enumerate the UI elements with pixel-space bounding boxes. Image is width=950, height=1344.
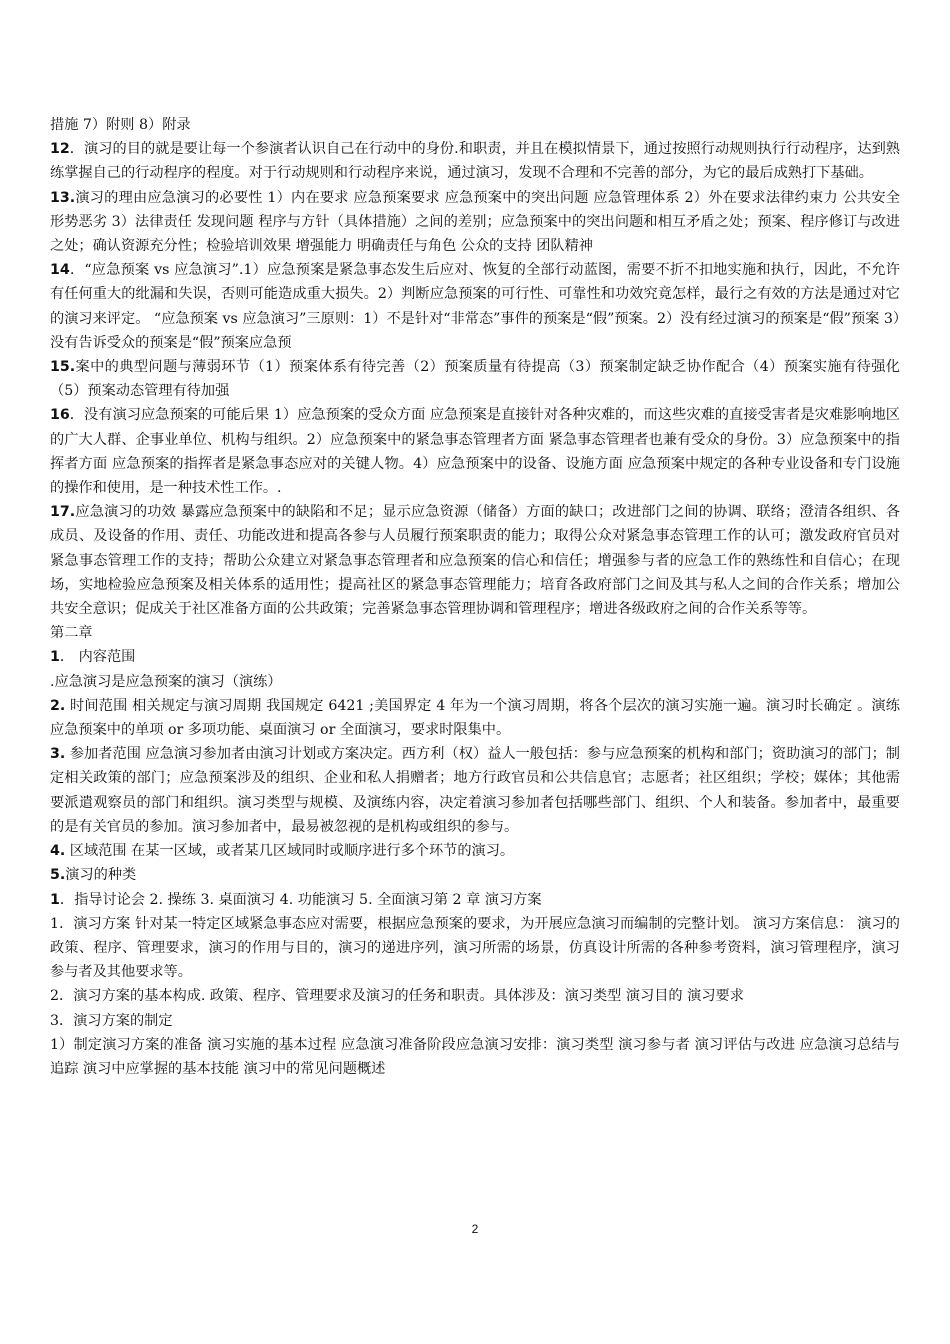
paragraph-plan-structure: 2．演习方案的基本构成. 政策、程序、管理要求及演习的任务和职责。具体涉及：演习类型 演习目的 演习要求 [50,988,744,1005]
paragraph-drill-definition: .应急演习是应急预案的演习（演练） [50,673,282,690]
drill-types-list: 1．指导讨论会 2. 操练 3. 桌面演习 4. 功能演习 5. 全面演习第 2 章 演习方案 [50,891,542,908]
paragraph-0: 措施 7）附则 8）附录 [50,117,191,133]
paragraph-16: 16．没有演习应急预案的可能后果 1）应急预案的受众方面 应急预案是直接针对各种灾难的，而这些灾难的直接受害者是灾难影响地区的广大人群、企事业单位、机构与组织。2）应急预案中的紧急事态管理者方面 紧急事态管理者也兼有受众的身份。3）应急预案中的指挥者方面 应急预案的指挥者是紧急事态应对的关键人物。4）应急预案中的设备、设施方面 应急预案中规定的各种专业设备和专门设施的操作和使用，是一种技术性工作。. [50,407,900,497]
section-content-scope: 1． 内容范围 [50,649,136,666]
section-time-scope: 2. 时间范围 相关规定与演习周期 我国规定 6421 ;美国界定 4 年为一个演习周期，将各个层次的演习实施一遍。演习时长确定 。演练应急预案中的单项 or 多项功能、桌面演习 or 全面演习，要求时限集中。 [50,697,900,739]
paragraph-12: 12．演习的目的就是要让每一个参演者认识自己在行动中的身份.和职责，并且在模拟情景下，通过按照行动规则执行行动程序，达到熟练掌握自己的行动程序的程度。对于行动规则和行动程序来说，通过演习，发现不合理和不完善的部分，为它的最后成熟打下基础。 [50,141,900,182]
page-number: 2 [471,1222,479,1236]
paragraph-plan-preparation: 1）制定演习方案的准备 演习实施的基本过程 应急演习准备阶段应急演习安排：演习类型 演习参与者 演习评估与改进 应急演习总结与追踪 演习中应掌握的基本技能 演习中的常见问题概述 [50,1036,900,1077]
section-participants: 3. 参加者范围 应急演习参加者由演习计划或方案决定。西方利（权）益人一般包括：参与应急预案的机构和部门；资助演习的部门；制定相关政策的部门；应急预案涉及的组织、企业和私人捐赠者；地方行政官员和公共信息官；志愿者；社区组织；学校；媒体；其他需要派遣观察员的部门和组织。演习类型与规模、及演练内容，决定着演习参加者包括哪些部门、组织、个人和装备。参加者中，最重要的是有关官员的参加。演习参加者中，最易被忽视的是机构或组织的参与。 [50,746,900,835]
paragraph-14: 14．“应急预案 vs 应急演习”.1）应急预案是紧急事态发生后应对、恢复的全部行动蓝图，需要不折不扣地实施和执行，因此，不允许有任何重大的纰漏和失误，否则可能造成重大损失。2）判断应急预案的可行性、可靠性和功效究竟怎样，最行之有效的方法是通过对它的演习来评定。 “应急预案 vs 应急演习”三原则：1）不是针对“非常态”事件的预案是“假”预案。2）没有经过演习的预案是“假”预案 3）没有告诉受众的预案是“假”预案应急预 [50,262,900,351]
section-drill-types: 5.演习的种类 [50,867,137,884]
document-body [50,113,900,1081]
paragraph-drill-plan: 1．演习方案 针对某一特定区域紧急事态应对需要，根据应急预案的要求，为开展应急演习而编制的完整计划。 演习方案信息： 演习的政策、程序、管理要求，演习的作用与目的，演习的递进序列，演习所需的场景，仿真设计所需的各种参考资料，演习管理程序，演习参与者及其他要求等。 [50,915,900,981]
section-area-scope: 4. 区域范围 在某一区域，或者某几区域同时或顺序进行多个环节的演习。 [50,843,515,860]
paragraph-13: 13.演习的理由应急演习的必要性 1）内在要求 应急预案要求 应急预案中的突出问题 应急管理体系 2）外在要求法律约束力 公共安全形势恶劣 3）法律责任 发现问题 程序与方针（具体措施）之间的差别；应急预案中的突出问题和相互矛盾之处；预案、程序修订与改进之处；确认资源充分性；检验培训效果 增强能力 明确责任与角色 公众的支持 团队精神 [50,189,900,255]
paragraph-plan-making: 3．演习方案的制定 [50,1012,173,1029]
chapter-heading: 第二章 [50,625,93,642]
paragraph-15: 15.案中的典型问题与薄弱环节（1）预案体系有待完善（2）预案质量有待提高（3）预案制定缺乏协作配合（4）预案实施有待强化（5）预案动态管理有待加强 [50,359,900,400]
paragraph-17: 17.应急演习的功效 暴露应急预案中的缺陷和不足；显示应急资源（储备）方面的缺口；改进部门之间的协调、联络；澄清各组织、各成员、及设备的作用、责任、功能改进和提高各参与人员履行预案职责的能力；取得公众对紧急事态管理工作的认可；激发政府官员对紧急事态管理工作的支持；帮助公众建立对紧急事态管理者和应急预案的信心和信任；增强参与者的应急工作的熟练性和自信心；在现场，实地检验应急预案及相关体系的适用性；提高社区的紧急事态管理能力；培育各政府部门之间及其与私人之间的合作关系；增加公共安全意识；促成关于社区准备方面的公共政策；完善紧急事态管理协调和管理程序；增进各级政府之间的合作关系等等。 [50,504,900,618]
